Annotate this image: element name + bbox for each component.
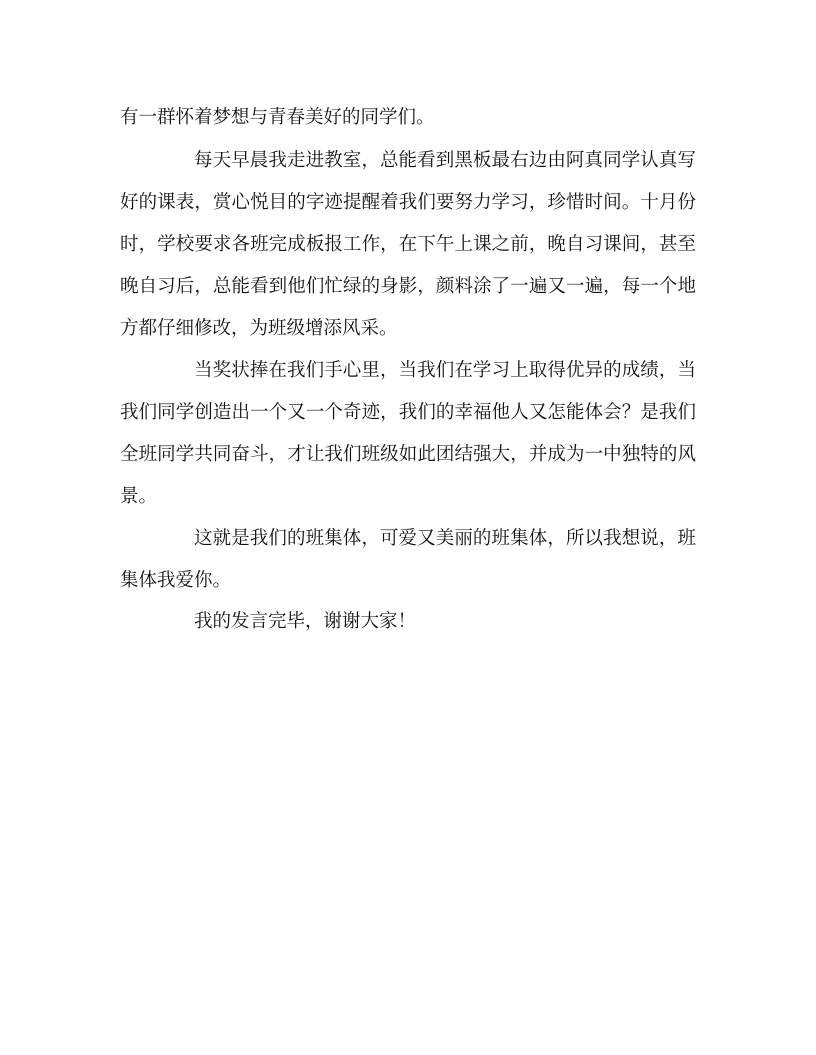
text-line: 景。: [120, 486, 158, 507]
text-line: 当奖状捧在我们手心里，当我们在学习上取得优异的成绩，当: [194, 360, 696, 381]
text-line: 好的课表，赏心悦目的字迹提醒着我们要努力学习，珍惜时间。十月份: [120, 192, 696, 213]
text-line: 我的发言完毕，谢谢大家！: [194, 611, 417, 632]
text-line: 方都仔细修改，为班级增添风采。: [120, 318, 398, 339]
text-line: 集体我爱你。: [120, 570, 232, 591]
text-line: 我们同学创造出一个又一个奇迹，我们的幸福他人又怎能体会？是我们: [120, 402, 696, 423]
text-line: 时，学校要求各班完成板报工作，在下午上课之前，晚自习课间，甚至: [120, 234, 696, 255]
text-line: 这就是我们的班集体，可爱又美丽的班集体，所以我想说，班: [194, 528, 696, 549]
text-line: 晚自习后，总能看到他们忙绿的身影，颜料涂了一遍又一遍，每一个地: [120, 276, 696, 297]
text-line: 每天早晨我走进教室，总能看到黑板最右边由阿真同学认真写: [194, 150, 696, 171]
text-line: 有一群怀着梦想与青春美好的同学们。: [120, 107, 435, 128]
text-line: 全班同学共同奋斗，才让我们班级如此团结强大，并成为一中独特的风: [120, 444, 696, 465]
